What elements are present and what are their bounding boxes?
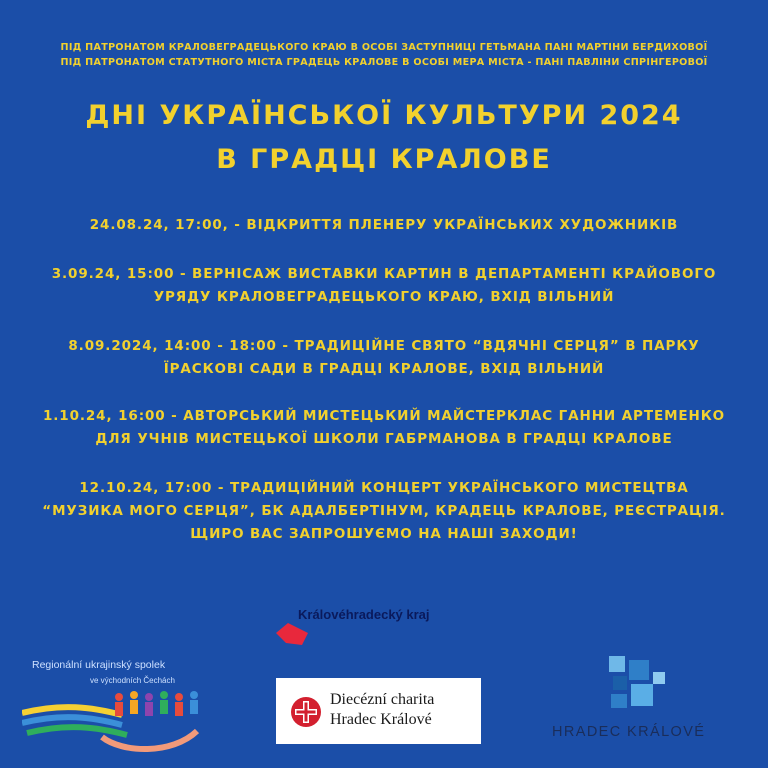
hradec-logo bbox=[548, 650, 734, 755]
kraj-logo-text: Královéhradecký kraj bbox=[298, 607, 430, 622]
charita-logo bbox=[276, 678, 481, 744]
charita-name-line-2: Hradec Králové bbox=[330, 711, 432, 728]
event-item bbox=[20, 405, 748, 451]
event-line: 8.09.2024, 14:00 - 18:00 - ТРАДИЦІЙНЕ СВЯТО “ВДЯЧНІ СЕРЦЯ” В ПАРКУ bbox=[68, 338, 700, 354]
patronage-line-1: ПІД ПАТРОНАТОМ КРАЛОВЕГРАДЕЦЬКОГО КРАЮ В ОСОБІ ЗАСТУПНИЦІ ГЕТЬМАНА ПАНІ МАРТІНИ БЕРДИХОВОЇ bbox=[60, 42, 708, 53]
hradec-logo-text: HRADEC KRÁLOVÉ bbox=[552, 724, 706, 740]
title-line-1: ДНІ УКРАЇНСЬКОЇ КУЛЬТУРИ 2024 bbox=[85, 100, 683, 131]
kraj-logo bbox=[270, 605, 510, 650]
title-line-2: В ГРАДЦІ КРАЛОВЕ bbox=[216, 144, 552, 175]
event-line: 12.10.24, 17:00 - ТРАДИЦІЙНИЙ КОНЦЕРТ УКРАЇНСЬКОГО МИСТЕЦТВА bbox=[79, 480, 689, 496]
spolek-logo bbox=[22, 655, 212, 755]
event-line: ДЛЯ УЧНІВ МИСТЕЦЬКОЇ ШКОЛИ ГАБРМАНОВА В ГРАДЦІ КРАЛОВЕ bbox=[95, 431, 673, 447]
event-line: 3.09.24, 15:00 - ВЕРНІСАЖ ВИСТАВКИ КАРТИН В ДЕПАРТАМЕНТІ КРАЙОВОГО bbox=[51, 266, 717, 282]
red-shape-icon bbox=[274, 623, 310, 645]
hradec-squares-icon bbox=[603, 652, 673, 712]
spolek-name: Regionální ukrajinský spolek bbox=[32, 659, 166, 671]
event-line: УРЯДУ КРАЛОВЕГРАДЕЦЬКОГО КРАЮ, ВХІД ВІЛЬНИЙ bbox=[153, 289, 615, 305]
event-line: ЩИРО ВАС ЗАПРОШУЄМО НА НАШІ ЗАХОДИ! bbox=[190, 526, 578, 542]
event-item bbox=[20, 477, 748, 546]
charita-cross-icon bbox=[290, 696, 322, 728]
spolek-subtitle: ve východních Čechách bbox=[90, 676, 175, 685]
event-line: 1.10.24, 16:00 - АВТОРСЬКИЙ МИСТЕЦЬКИЙ МАЙСТЕРКЛАС ГАННИ АРТЕМЕНКО bbox=[42, 408, 726, 424]
event-line: ЇРАСКОВІ САДИ В ГРАДЦІ КРАЛОВЕ, ВХІД ВІЛЬНИЙ bbox=[163, 361, 605, 377]
event-item bbox=[20, 335, 748, 381]
event-item bbox=[20, 214, 748, 237]
charita-name-line-1: Diecézní charita bbox=[330, 691, 435, 708]
event-item bbox=[20, 263, 748, 309]
event-line: “МУЗИКА МОГО СЕРЦЯ”, БК АДАЛБЕРТІНУМ, КРАДЕЦЬ КРАЛОВЕ, РЕЄСТРАЦІЯ. bbox=[42, 503, 726, 519]
patronage-line-2: ПІД ПАТРОНАТОМ СТАТУТНОГО МІСТА ГРАДЕЦЬ КРАЛОВЕ В ОСОБІ МЕРА МІСТА - ПАНІ ПАВЛІНИ СПРІНГЕРОВОЇ bbox=[60, 57, 708, 68]
event-line: 24.08.24, 17:00, - ВІДКРИТТЯ ПЛЕНЕРУ УКРАЇНСЬКИХ ХУДОЖНИКІВ bbox=[89, 217, 679, 233]
wave-people-icon bbox=[22, 685, 212, 755]
